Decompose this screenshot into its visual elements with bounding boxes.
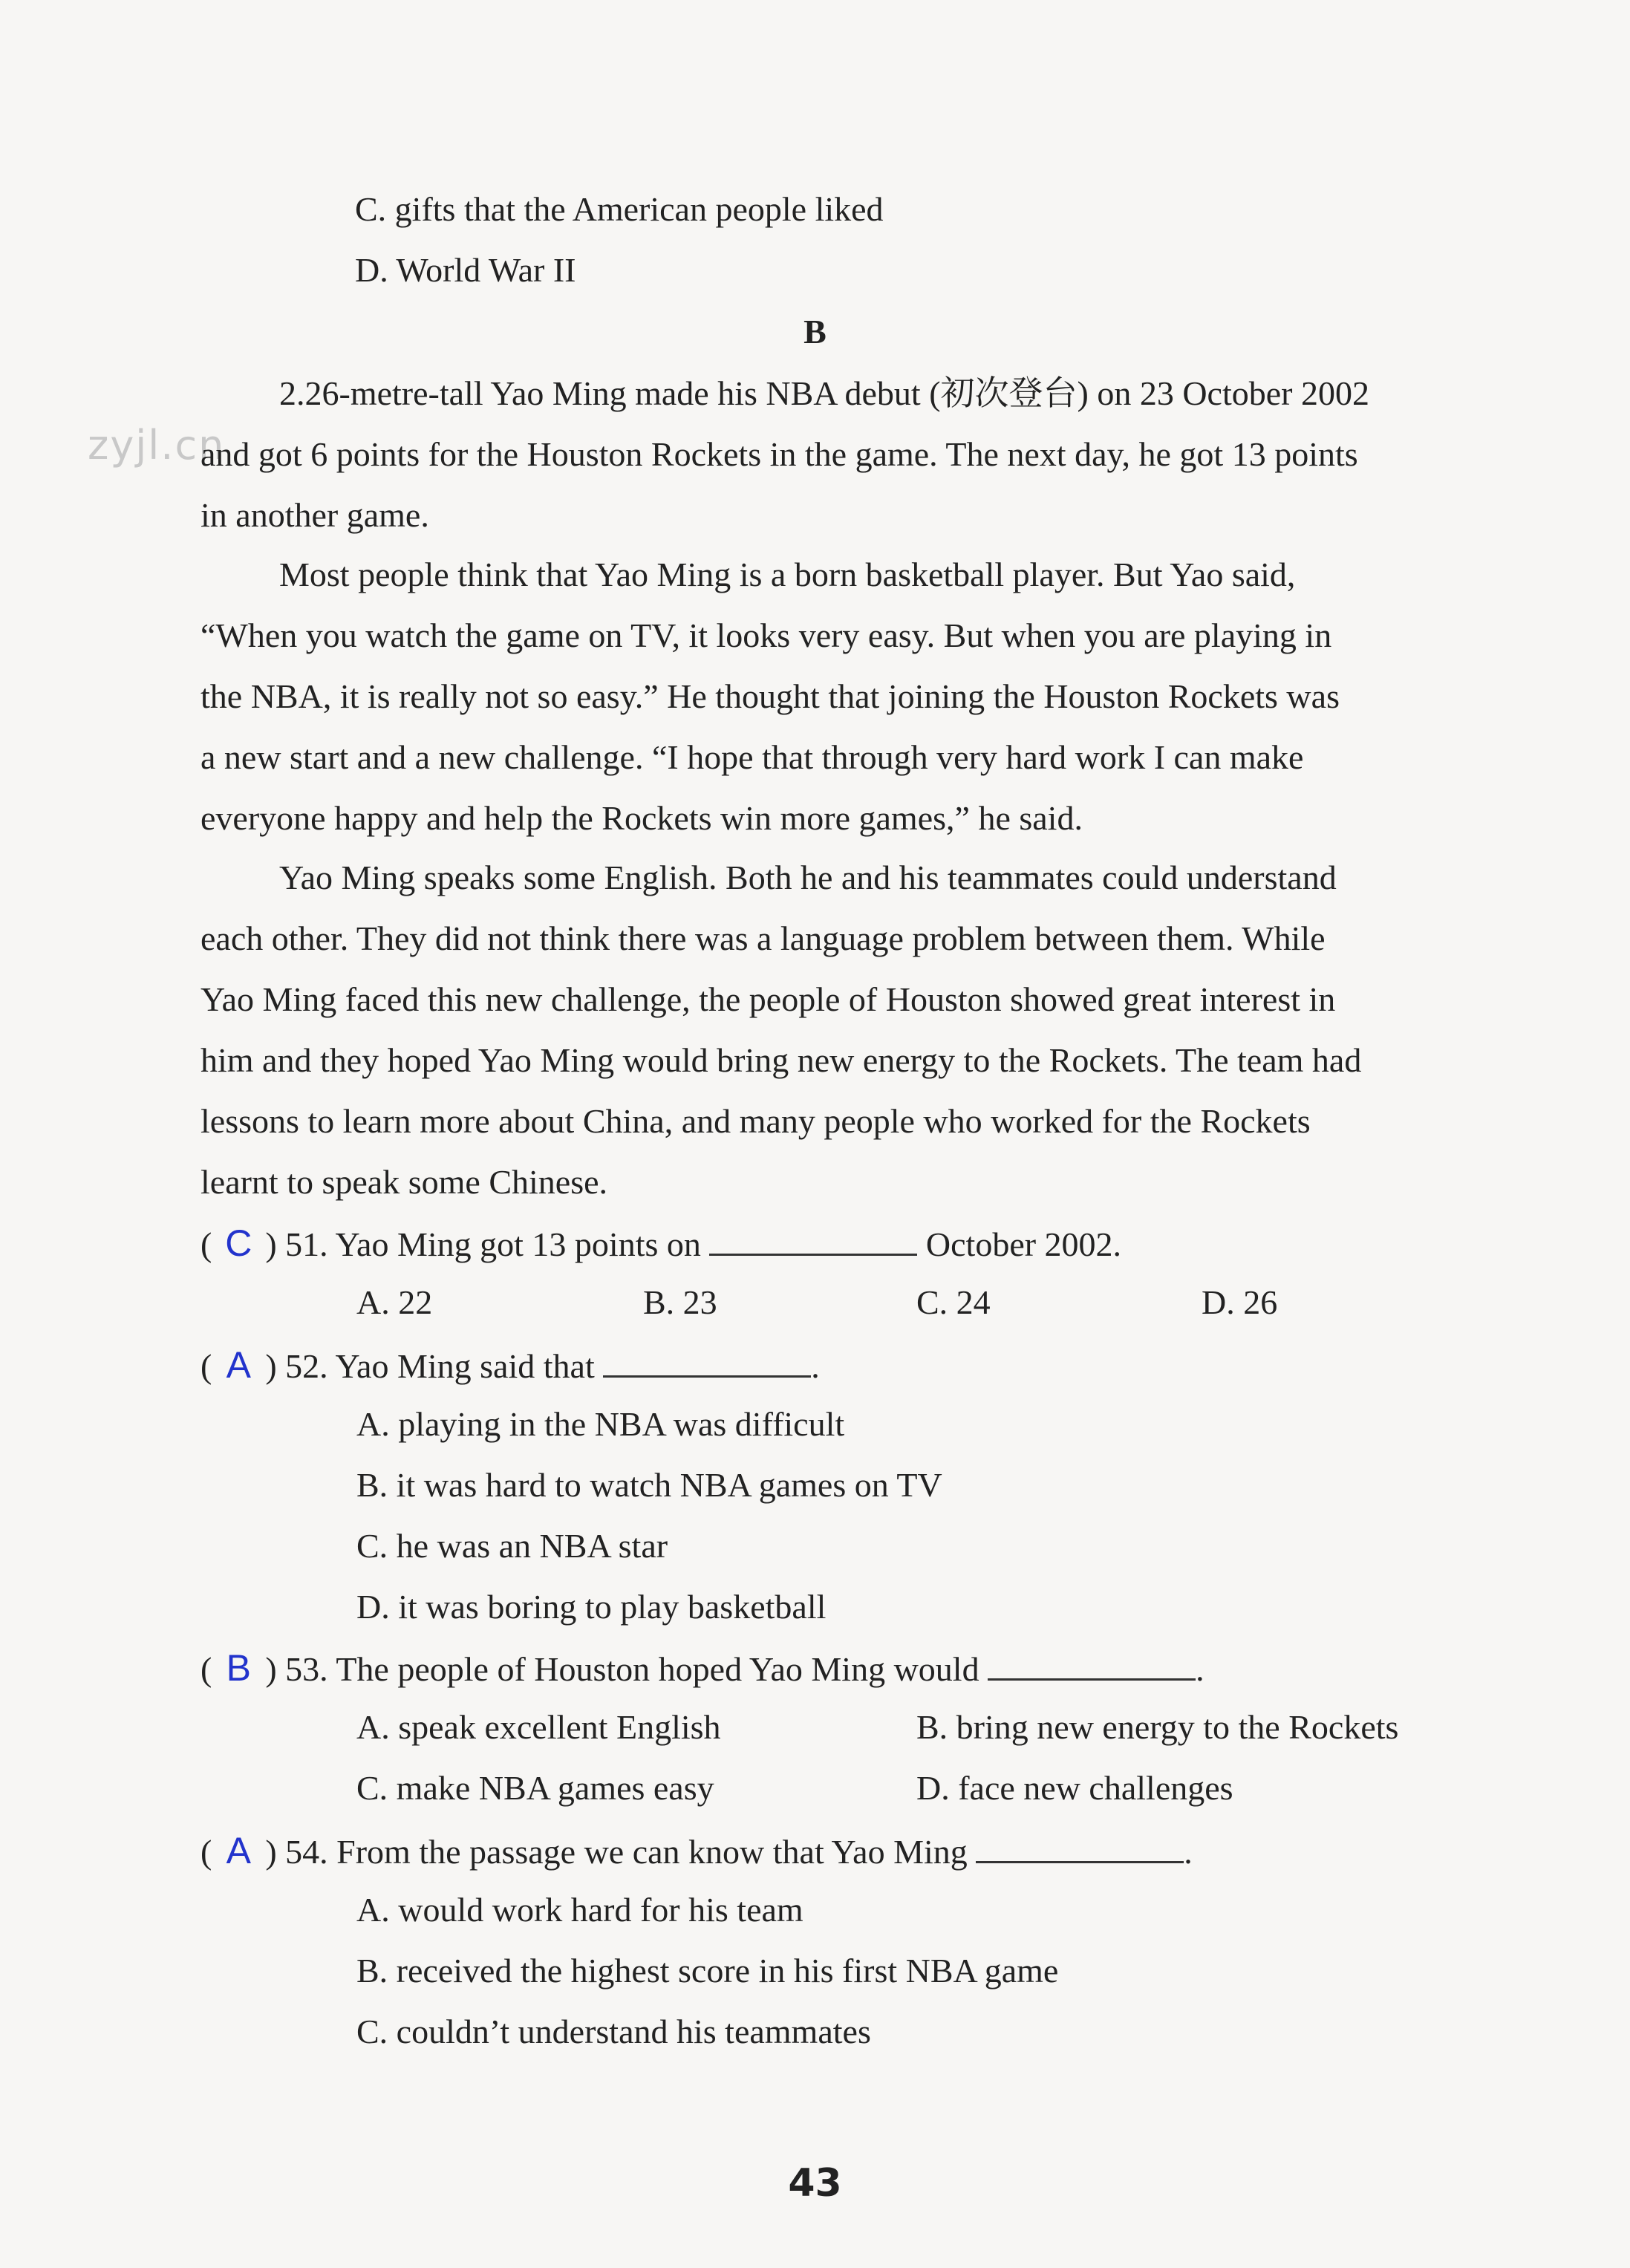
open-paren: ( (201, 1347, 212, 1385)
option: B. received the highest score in his first NBA game (356, 1952, 1059, 1990)
passage-line: in another game. (201, 496, 429, 534)
passage-line: everyone happy and help the Rockets win more games,” he said. (201, 799, 1083, 837)
option: C. make NBA games easy (356, 1769, 714, 1807)
passage-line: lessons to learn more about China, and many people who worked for the Rockets (201, 1102, 1311, 1140)
question-stem-end: . (811, 1347, 820, 1385)
question-stem: ) 53. The people of Houston hoped Yao Ming would (265, 1650, 979, 1688)
passage-line: each other. They did not think there was a language problem between them. While (201, 919, 1326, 957)
answer-blank (988, 1652, 1196, 1681)
answer-blank (709, 1227, 917, 1256)
open-paren: ( (201, 1650, 212, 1688)
option: C. 24 (916, 1283, 991, 1321)
option: B. bring new energy to the Rockets (916, 1708, 1399, 1746)
answer-mark: A (226, 1344, 251, 1386)
option: D. face new challenges (916, 1769, 1233, 1807)
option: A. would work hard for his team (356, 1891, 803, 1929)
open-paren: ( (201, 1225, 212, 1263)
option: C. couldn’t understand his teammates (356, 2013, 871, 2050)
answer-mark: A (226, 1830, 251, 1871)
passage-line: the NBA, it is really not so easy.” He thought that joining the Houston Rockets was (201, 677, 1340, 715)
question-53 (201, 1646, 1204, 1690)
prev-option-c: C. gifts that the American people liked (355, 190, 884, 228)
option: A. speak excellent English (356, 1708, 721, 1746)
option: A. playing in the NBA was difficult (356, 1405, 845, 1443)
question-stem: ) 52. Yao Ming said that (265, 1347, 595, 1385)
option: A. 22 (356, 1283, 433, 1321)
passage-line: and got 6 points for the Houston Rockets in the game. The next day, he got 13 points (201, 435, 1358, 473)
open-paren: ( (201, 1833, 212, 1871)
passage-line: him and they hoped Yao Ming would bring new energy to the Rockets. The team had (201, 1041, 1362, 1079)
passage-line: Most people think that Yao Ming is a born basketball player. But Yao said, (279, 555, 1296, 593)
page-number: 43 (788, 2161, 842, 2206)
section-label: B (803, 313, 827, 351)
option: D. 26 (1202, 1283, 1278, 1321)
watermark: zyjl.cn (88, 422, 226, 469)
answer-mark: C (225, 1222, 252, 1264)
question-51 (201, 1221, 1121, 1265)
question-stem-end: . (1196, 1650, 1204, 1688)
passage-line: learnt to speak some Chinese. (201, 1163, 608, 1201)
passage-line: a new start and a new challenge. “I hope that through very hard work I can make (201, 738, 1304, 776)
question-stem: ) 51. Yao Ming got 13 points on (265, 1225, 701, 1263)
option: B. it was hard to watch NBA games on TV (356, 1466, 942, 1504)
option: B. 23 (643, 1283, 717, 1321)
option: C. he was an NBA star (356, 1527, 668, 1565)
question-stem-end: . (1184, 1833, 1193, 1871)
passage-line: Yao Ming speaks some English. Both he and his teammates could understand (279, 858, 1337, 896)
passage-line: 2.26-metre-tall Yao Ming made his NBA debut (初次登台) on 23 October 2002 (279, 374, 1369, 412)
answer-blank (603, 1349, 811, 1378)
answer-blank (976, 1834, 1184, 1863)
question-54 (201, 1828, 1193, 1873)
prev-option-d: D. World War II (355, 251, 576, 289)
question-52 (201, 1343, 820, 1387)
question-stem-end: October 2002. (925, 1225, 1122, 1263)
question-stem: ) 54. From the passage we can know that Yao Ming (265, 1833, 968, 1871)
answer-mark: B (226, 1647, 251, 1689)
passage-line: Yao Ming faced this new challenge, the people of Houston showed great interest in (201, 980, 1336, 1018)
option: D. it was boring to play basketball (356, 1588, 827, 1626)
passage-line: “When you watch the game on TV, it looks very easy. But when you are playing in (201, 616, 1332, 654)
